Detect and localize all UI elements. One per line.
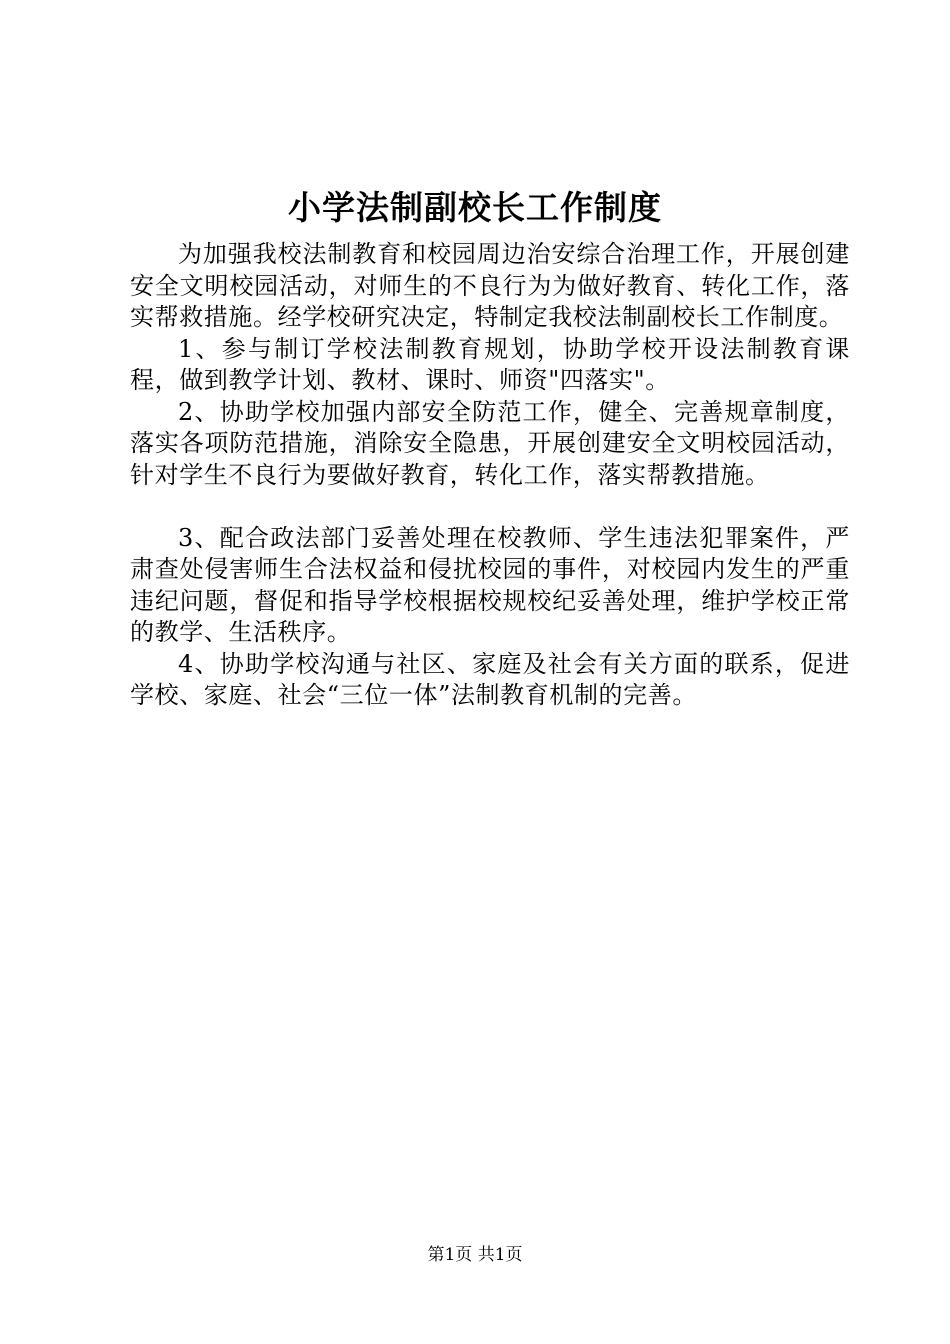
- page-number-footer: 第1页 共1页: [427, 1245, 523, 1265]
- clause-4-paragraph: 4、协助学校沟通与社区、家庭及社会有关方面的联系，促进学校、家庭、社会“三位一体”法制教育机制的完善。: [130, 649, 850, 709]
- clause-2-paragraph: 2、协助学校加强内部安全防范工作，健全、完善规章制度，落实各项防范措施，消除安全隐患，开展创建安全文明校园活动，针对学生不良行为要做好教育，转化工作，落实帮教措施。: [130, 397, 850, 489]
- page-title: 小学法制副校长工作制度: [288, 188, 662, 227]
- clause-1-paragraph: 1、参与制订学校法制教育规划，协助学校开设法制教育课程，做到教学计划、教材、课时、师资"四落实"。: [130, 334, 850, 394]
- document-body: [130, 239, 850, 712]
- intro-paragraph: 为加强我校法制教育和校园周边治安综合治理工作，开展创建安全文明校园活动，对师生的不良行为为做好教育、转化工作，落实帮救措施。经学校研究决定，特制定我校法制副校长工作制度。: [130, 240, 850, 331]
- clause-3-paragraph: 3、配合政法部门妥善处理在校教师、学生违法犯罪案件，严肃查处侵害师生合法权益和侵扰校园的事件，对校园内发生的严重违纪问题，督促和指导学校根据校规校纪妥善处理，维护学校正常的教学、生活秩序。: [130, 523, 850, 646]
